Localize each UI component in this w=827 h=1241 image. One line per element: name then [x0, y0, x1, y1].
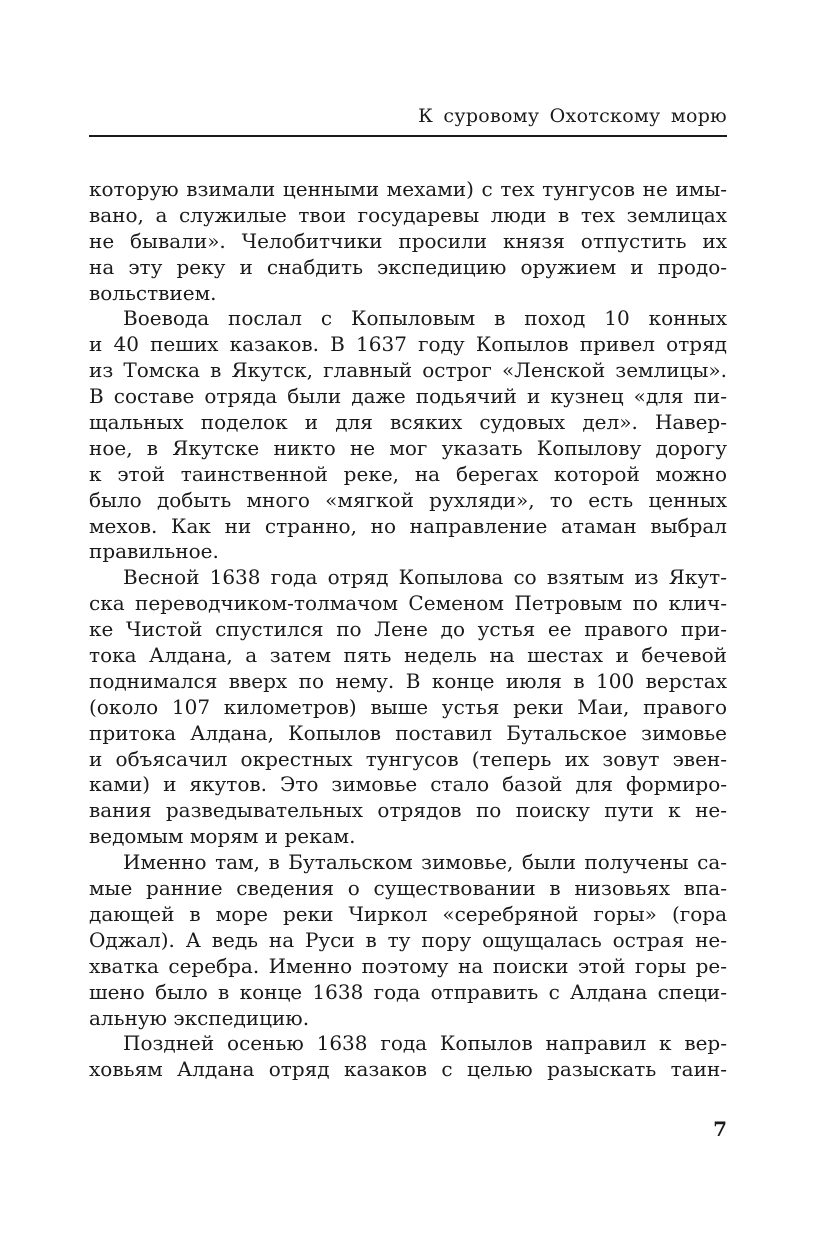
text-line: альную экспедицию. [89, 1005, 310, 1030]
text-line: (около 107 километров) выше устья реки Маи, правого [89, 694, 727, 719]
text-line: на эту реку и снабдить экспедицию оружием и продо- [89, 254, 727, 279]
text-line: ска переводчиком-толмачом Семеном Петровым по клич- [89, 591, 727, 616]
text-line: Поздней осенью 1638 года Копылов направил к вер- [123, 1031, 727, 1056]
text-line: вольствием. [89, 280, 217, 305]
text-line: которую взимали ценными мехами) с тех тунгусов не имы- [89, 177, 727, 201]
body-text [89, 177, 727, 1083]
text-line: Весной 1638 года отряд Копылова со взятым из Якут- [123, 565, 727, 590]
text-line: дающей в море реки Чиркол «серебряной горы» (гора [89, 901, 727, 926]
text-line: щальных поделок и для всяких судовых дел». Навер- [89, 410, 727, 435]
text-line: шено было в конце 1638 года отправить с Алдана специ- [89, 979, 727, 1004]
text-line: В составе отряда были даже подьячий и кузнец «для пи- [89, 384, 727, 409]
text-line: ховьям Алдана отряд казаков с целью разыскать таин- [89, 1057, 727, 1082]
text-line: и объясачил окрестных тунгусов (теперь их зовут эвен- [89, 746, 727, 771]
text-line: притока Алдана, Копылов поставил Бутальское зимовье [89, 720, 727, 745]
text-line: не бывали». Челобитчики просили князя отпустить их [89, 228, 727, 253]
text-line: Именно там, в Бутальском зимовье, были получены са- [123, 850, 727, 875]
text-line: правильное. [89, 539, 219, 564]
text-line: поднимался вверх по нему. В конце июля в 100 верстах [89, 668, 727, 693]
text-line: ками) и якутов. Это зимовье стало базой для формиро- [89, 772, 727, 797]
text-line: Воевода послал с Копыловым в поход 10 конных [123, 306, 727, 331]
text-line: ведомым морям и рекам. [89, 824, 356, 849]
running-head: К суровому Охотскому морю [418, 105, 727, 127]
text-line: вания разведывательных отрядов по поиску пути к не- [89, 798, 727, 823]
text-line: тока Алдана, а затем пять недель на шестах и бечевой [89, 643, 727, 668]
text-line: было добыть много «мягкой рухляди», то есть ценных [89, 487, 727, 512]
text-line: мехов. Как ни странно, но направление атаман выбрал [89, 513, 727, 538]
text-line: Оджал). А ведь на Руси в ту пору ощущалась острая не- [89, 927, 727, 952]
text-line: и 40 пеших казаков. В 1637 году Копылов привел отряд [89, 332, 727, 357]
text-line: вано, а служилые твои государевы люди в тех землицах [89, 202, 727, 227]
text-line: к этой таинственной реке, на берегах которой можно [89, 461, 727, 486]
page-number: 7 [713, 1117, 727, 1141]
text-line: хватка серебра. Именно поэтому на поиски этой горы ре- [89, 953, 727, 978]
text-line: из Томска в Якутск, главный острог «Ленской землицы». [89, 358, 727, 383]
text-line: мые ранние сведения о существовании в низовьях впа- [89, 876, 727, 901]
header-rule [89, 135, 727, 137]
text-line: ное, в Якутске никто не мог указать Копылову дорогу [89, 435, 727, 460]
text-line: ке Чистой спустился по Лене до устья ее правого при- [89, 617, 727, 642]
